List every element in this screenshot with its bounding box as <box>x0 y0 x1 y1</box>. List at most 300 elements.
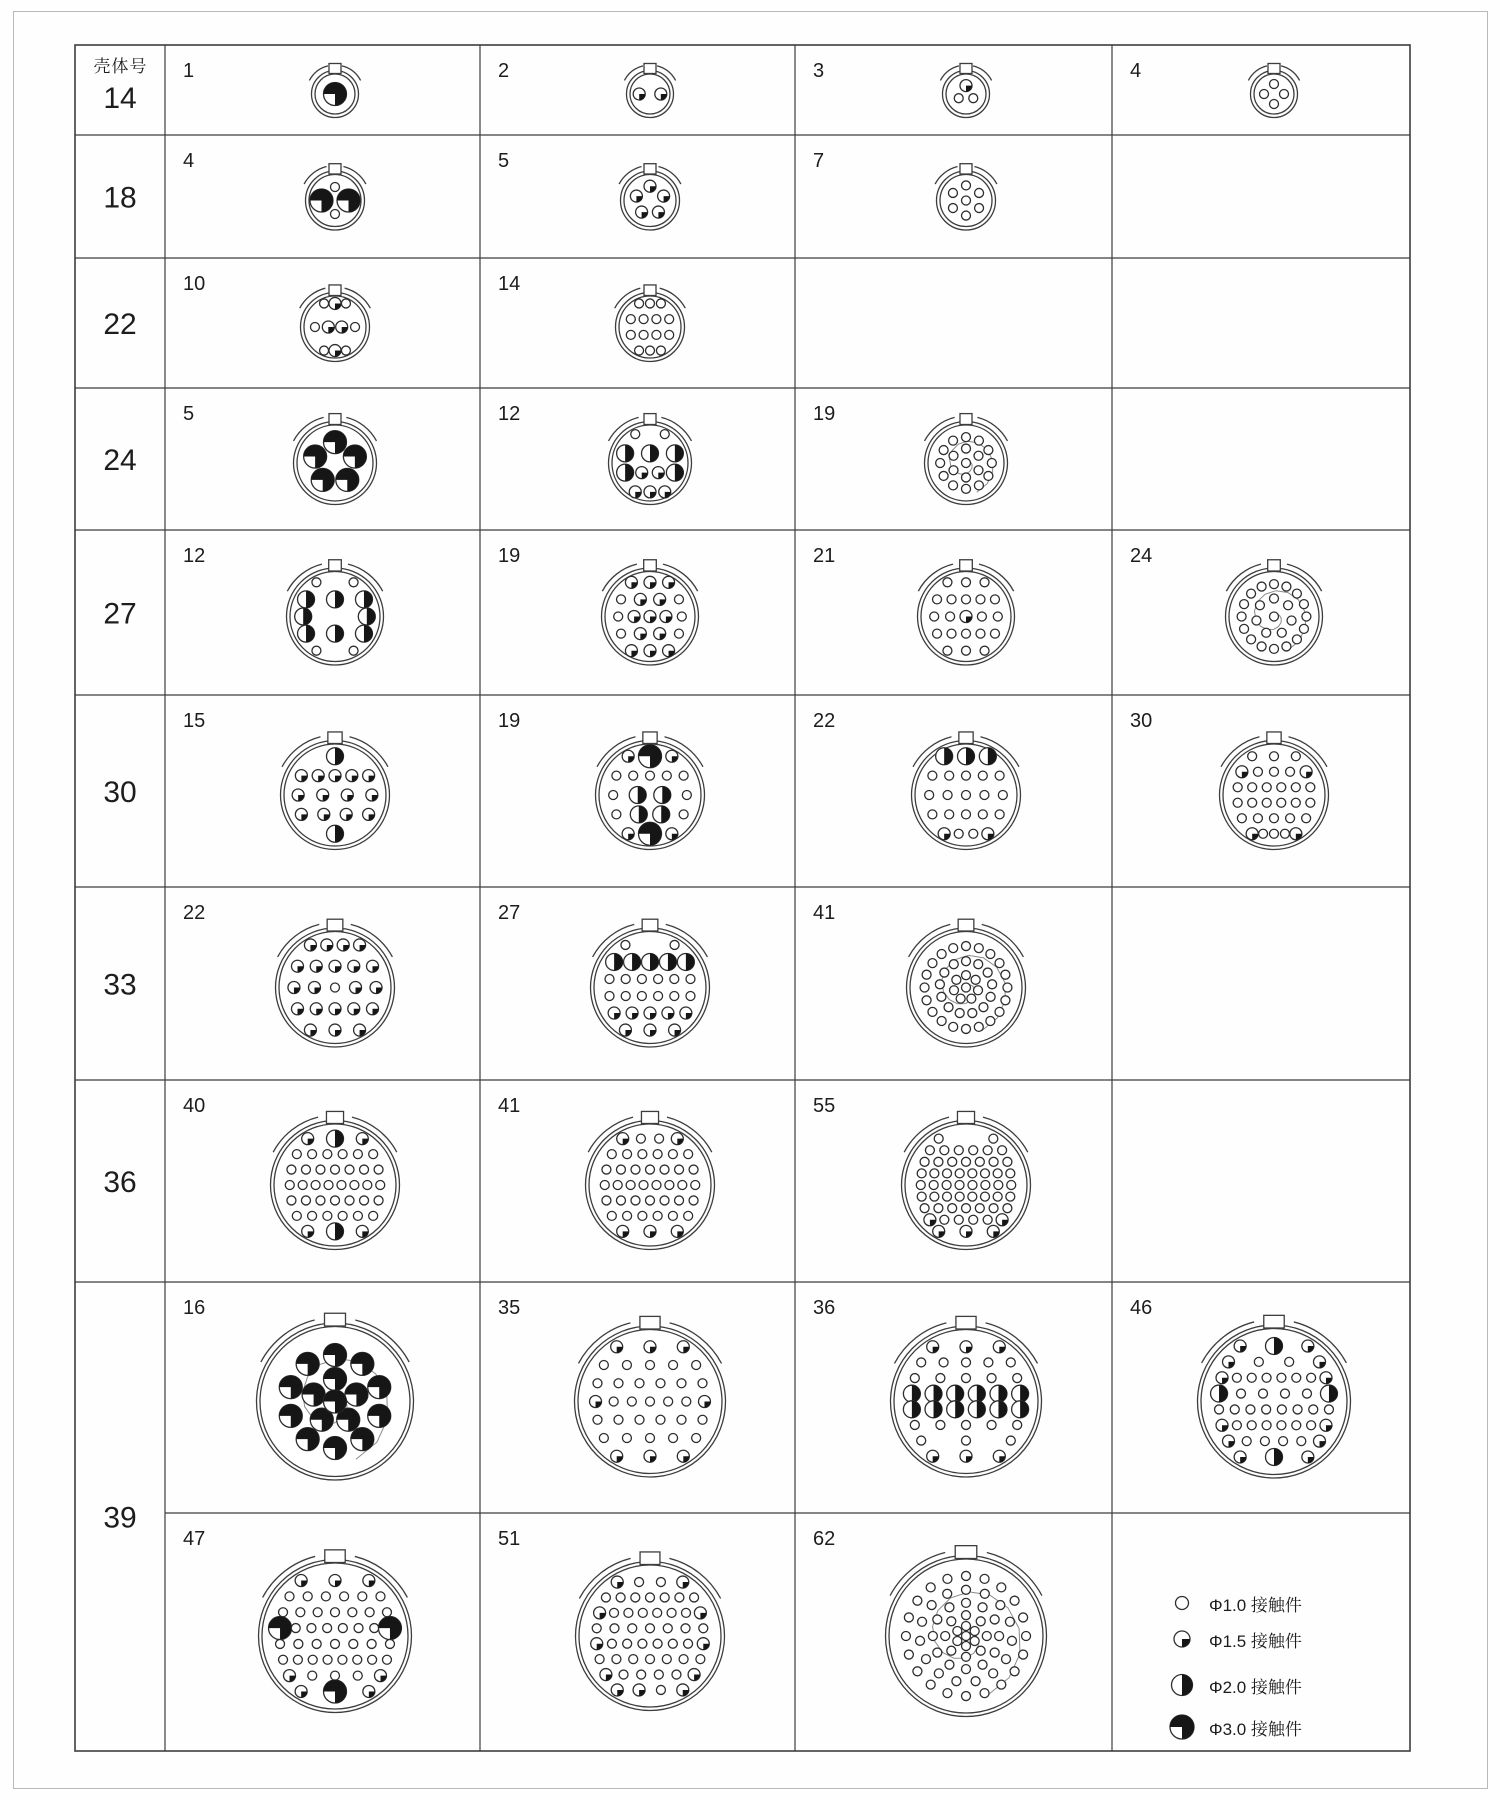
contact-pin <box>369 1211 378 1220</box>
shell-size-label: 30 <box>103 776 137 809</box>
contact-pin <box>987 459 996 468</box>
contact-pin <box>646 1165 655 1174</box>
legend-item-label: Φ2.0 接触件 <box>1209 1677 1302 1697</box>
contact-pin <box>976 629 985 638</box>
contact-pin <box>980 1169 989 1178</box>
contact-pin <box>678 1181 687 1190</box>
contact-pin <box>689 1165 698 1174</box>
contact-count-label: 7 <box>813 150 825 172</box>
contact-pin <box>329 345 341 357</box>
contact-count-label: 15 <box>183 710 206 732</box>
contact-pin <box>680 1007 692 1019</box>
contact-pin <box>996 1214 1008 1226</box>
contact-pin <box>293 1655 302 1664</box>
contact-pin <box>658 190 670 202</box>
contact-pin <box>360 1196 369 1205</box>
contact-pin <box>948 204 957 213</box>
contact-pin <box>1246 1405 1255 1414</box>
contact-pin <box>301 1165 310 1174</box>
contact-pin <box>962 791 971 800</box>
contact-pin <box>984 1358 993 1367</box>
contact-pin <box>635 1415 644 1424</box>
contact-pin <box>303 1592 312 1601</box>
contact-pin <box>691 1181 700 1190</box>
contact-pin <box>960 1225 972 1237</box>
contact-pin <box>1019 1613 1028 1622</box>
contact-pin <box>644 1450 656 1462</box>
contact-pin <box>943 1574 952 1583</box>
contact-pin <box>662 1007 674 1019</box>
contact-pin <box>593 1379 602 1388</box>
legend-item <box>1165 1710 1395 1744</box>
contact-pin <box>353 1671 362 1680</box>
keyway-tab <box>1268 560 1281 571</box>
contact-pin <box>1232 1421 1241 1430</box>
contact-pin <box>600 1669 612 1681</box>
contact-pin <box>926 1583 935 1592</box>
contact-pin <box>974 960 983 969</box>
contact-pin <box>351 323 360 332</box>
contact-pin <box>591 1638 603 1650</box>
contact-pin <box>1233 798 1242 807</box>
contact-count-label: 1 <box>183 60 195 82</box>
contact-pin <box>654 1670 663 1679</box>
contact-pin <box>962 646 971 655</box>
connector-face <box>287 560 384 665</box>
contact-pin <box>1223 1356 1235 1368</box>
contact-pin <box>976 1646 985 1655</box>
contact-pin <box>962 433 971 442</box>
contact-count-label: 3 <box>813 60 825 82</box>
keyway-tab <box>644 164 656 174</box>
contact-pin <box>329 1003 341 1015</box>
contact-pin <box>1266 1338 1283 1355</box>
keyway-tab <box>960 64 972 74</box>
contact-pin <box>679 1655 688 1664</box>
contact-pin <box>660 611 672 623</box>
contact-pin <box>667 1608 676 1617</box>
contact-pin <box>324 1437 347 1460</box>
contact-pin <box>644 1024 656 1036</box>
contact-pin <box>945 810 954 819</box>
contact-pin <box>636 206 648 218</box>
connector-face <box>619 164 681 230</box>
contact-pin <box>324 1181 333 1190</box>
contact-pin <box>288 982 300 994</box>
contact-phi15-icon <box>1165 1622 1199 1656</box>
shell-size-label: 24 <box>103 444 137 477</box>
contact-pin <box>982 1632 991 1641</box>
shell-size-label: 36 <box>103 1166 137 1199</box>
contact-pin <box>349 1639 358 1648</box>
shell-size-label: 18 <box>103 181 137 215</box>
contact-pin <box>304 939 316 951</box>
contact-pin <box>374 1670 386 1682</box>
contact-pin <box>1280 90 1289 99</box>
contact-pin <box>920 983 929 992</box>
contact-pin <box>646 1655 655 1664</box>
contact-pin <box>298 625 315 642</box>
contact-pin <box>698 1415 707 1424</box>
contact-pin <box>1277 1373 1286 1382</box>
contact-pin <box>948 1157 957 1166</box>
contact-pin <box>925 1146 934 1155</box>
contact-pin <box>302 1225 314 1237</box>
contact-pin <box>623 1639 632 1648</box>
contact-pin <box>674 629 683 638</box>
contact-pin <box>975 204 984 213</box>
contact-count-label: 19 <box>813 403 836 425</box>
contact-pin <box>663 1624 672 1633</box>
contact-pin <box>929 1181 938 1190</box>
contact-pin <box>962 1621 971 1630</box>
contact-pin <box>655 1134 664 1143</box>
contact-pin <box>986 949 995 958</box>
contact-pin <box>654 974 663 983</box>
contact-count-label: 10 <box>183 273 206 295</box>
contact-pin <box>617 629 626 638</box>
contact-pin <box>677 953 694 970</box>
connector-face <box>891 1316 1042 1477</box>
contact-count-label: 12 <box>498 403 521 425</box>
contact-count-label: 62 <box>813 1528 836 1550</box>
contact-pin <box>990 1401 1007 1418</box>
connector-face <box>912 732 1021 850</box>
contact-pin <box>663 576 675 588</box>
contact-pin <box>978 1660 987 1669</box>
contact-pin <box>1277 798 1286 807</box>
contact-pin <box>969 829 978 838</box>
contact-pin <box>367 960 379 972</box>
contact-pin <box>943 791 952 800</box>
contact-pin <box>969 94 978 103</box>
contact-pin <box>1216 1419 1228 1431</box>
contact-pin <box>938 828 950 840</box>
contact-pin <box>990 1615 999 1624</box>
contact-pin <box>331 1671 340 1680</box>
contact-pin <box>321 1592 330 1601</box>
contact-pin <box>382 1608 391 1617</box>
contact-pin <box>949 451 958 460</box>
contact-pin <box>374 1165 383 1174</box>
contact-pin <box>947 1385 964 1402</box>
contact-pin <box>962 1420 971 1429</box>
contact-pin <box>962 1204 971 1213</box>
contact-pin <box>942 1181 951 1190</box>
contact-pin <box>688 1669 700 1681</box>
contact-pin <box>962 1692 971 1701</box>
contact-pin <box>624 953 641 970</box>
contact-pin <box>599 1361 608 1370</box>
contact-pin <box>954 1146 963 1155</box>
contact-pin <box>1223 1435 1235 1447</box>
contact-pin <box>979 748 996 765</box>
legend-item <box>1165 1668 1395 1702</box>
contact-pin <box>917 1192 926 1201</box>
contact-pin <box>646 1397 655 1406</box>
contact-pin <box>633 1684 645 1696</box>
contact-pin <box>365 1608 374 1617</box>
contact-pin <box>920 1157 929 1166</box>
contact-pin <box>341 789 353 801</box>
contact-pin <box>646 1433 655 1442</box>
contact-pin <box>936 1420 945 1429</box>
keyway-tab <box>960 560 973 571</box>
contact-pin <box>1001 996 1010 1005</box>
contact-pin <box>956 994 965 1003</box>
keyway-tab <box>1264 1315 1284 1328</box>
contact-pin <box>345 1383 368 1406</box>
contact-pin <box>666 464 683 481</box>
contact-pin <box>610 1624 619 1633</box>
contact-pin <box>276 1639 285 1648</box>
keyway-tab <box>960 164 972 174</box>
shell-size-label: 22 <box>103 308 137 341</box>
contact-pin <box>665 330 674 339</box>
contact-pin <box>1279 1437 1288 1446</box>
contact-pin <box>1216 1372 1228 1384</box>
contact-pin <box>653 1608 662 1617</box>
keyway-tab <box>958 919 974 931</box>
contact-count-label: 19 <box>498 710 521 732</box>
contact-pin <box>1291 752 1300 761</box>
contact-pin <box>926 1680 935 1689</box>
contact-pin <box>630 190 642 202</box>
connector-face <box>615 285 686 362</box>
contact-pin <box>949 436 958 445</box>
contact-pin <box>677 1450 689 1462</box>
contact-pin <box>1019 1650 1028 1659</box>
contact-pin <box>1022 1632 1031 1641</box>
contact-pin <box>937 992 946 1001</box>
contact-pin <box>668 1639 677 1648</box>
contact-pin <box>986 1017 995 1026</box>
contact-pin <box>1012 1401 1029 1418</box>
contact-pin <box>940 968 949 977</box>
contact-pin <box>324 431 347 454</box>
contact-pin <box>610 1608 619 1617</box>
connector-face <box>918 560 1015 665</box>
contact-pin <box>654 787 671 804</box>
keyway-tab <box>959 732 973 744</box>
contact-pin <box>989 1204 998 1213</box>
contact-pin <box>960 1450 972 1462</box>
contact-pin <box>936 1374 945 1383</box>
contact-pin <box>665 315 674 324</box>
contact-pin <box>962 1652 971 1661</box>
contact-count-label: 14 <box>498 273 521 295</box>
contact-pin <box>626 1181 635 1190</box>
contact-pin <box>917 1436 926 1445</box>
contact-pin <box>933 629 942 638</box>
contact-pin <box>1247 635 1256 644</box>
contact-pin <box>666 828 678 840</box>
contact-pin <box>949 481 958 490</box>
connector-face <box>624 64 675 118</box>
contact-pin <box>370 982 382 994</box>
contact-pin <box>960 1341 972 1353</box>
contact-pin <box>355 625 372 642</box>
contact-pin <box>607 1150 616 1159</box>
contact-pin <box>1230 1405 1239 1414</box>
contact-pin <box>947 629 956 638</box>
contact-pin <box>672 1670 681 1679</box>
contact-pin <box>952 1677 961 1686</box>
contact-pin <box>646 771 655 780</box>
contact-pin <box>269 1617 292 1640</box>
contact-pin <box>1306 798 1315 807</box>
contact-pin <box>962 810 971 819</box>
contact-count-label: 22 <box>813 710 836 732</box>
contact-pin <box>607 1211 616 1220</box>
contact-pin <box>353 1211 362 1220</box>
contact-pin <box>983 1215 992 1224</box>
contact-pin <box>955 1181 964 1190</box>
contact-pin <box>327 1223 344 1240</box>
contact-pin <box>947 1617 956 1626</box>
contact-count-label: 41 <box>498 1095 521 1117</box>
contact-pin <box>331 983 340 992</box>
contact-pin <box>993 1450 1005 1462</box>
contact-pin <box>1253 767 1262 776</box>
contact-pin <box>622 828 634 840</box>
contact-pin <box>611 1576 623 1588</box>
connector-face <box>575 1316 726 1477</box>
connector-face <box>304 164 366 230</box>
contact-pin <box>644 180 656 192</box>
contact-pin <box>1307 1373 1316 1382</box>
contact-pin <box>917 1358 926 1367</box>
contact-pin <box>646 1196 655 1205</box>
keyway-tab <box>329 64 341 74</box>
contact-pin <box>921 1655 930 1664</box>
contact-pin <box>981 1181 990 1190</box>
contact-pin <box>350 1181 359 1190</box>
contact-pin <box>660 1165 669 1174</box>
contact-pin <box>934 1134 943 1143</box>
contact-pin <box>666 445 683 462</box>
keyway-tab <box>325 1550 345 1563</box>
contact-pin <box>943 1589 952 1598</box>
contact-pin <box>626 1007 638 1019</box>
contact-pin <box>614 1415 623 1424</box>
contact-phi10-icon <box>1165 1586 1199 1620</box>
contact-pin <box>668 1211 677 1220</box>
contact-pin <box>1012 1385 1029 1402</box>
contact-pin <box>962 1374 971 1383</box>
contact-pin <box>354 1024 366 1036</box>
contact-pin <box>987 1225 999 1237</box>
contact-pin <box>674 595 683 604</box>
contact-pin <box>984 446 993 455</box>
keyway-tab <box>957 1111 974 1123</box>
contact-pin <box>962 983 971 992</box>
contact-count-label: 16 <box>183 1297 206 1319</box>
contact-pin <box>320 299 329 308</box>
contact-pin <box>337 939 349 951</box>
contact-pin <box>662 1655 671 1664</box>
contact-pin <box>327 825 344 842</box>
contact-pin <box>922 996 931 1005</box>
contact-pin <box>962 444 971 453</box>
contact-pin <box>646 1593 655 1602</box>
keyway-tab <box>955 1546 977 1559</box>
contact-pin <box>351 1428 374 1451</box>
contact-pin <box>962 957 971 966</box>
contact-pin <box>962 1157 971 1166</box>
connector-face <box>940 64 991 118</box>
contact-pin <box>998 1146 1007 1155</box>
contact-pin <box>1302 1389 1311 1398</box>
contact-pin <box>636 467 648 479</box>
contact-pin <box>279 1404 302 1427</box>
contact-pin <box>601 1593 610 1602</box>
contact-pin <box>948 1204 957 1213</box>
contact-pin <box>1277 1421 1286 1430</box>
contact-pin <box>913 1596 922 1605</box>
contact-count-label: 5 <box>183 403 195 425</box>
contact-pin <box>916 1636 925 1645</box>
contact-pin <box>631 430 640 439</box>
contact-pin <box>279 1376 302 1399</box>
contact-pin <box>376 1181 385 1190</box>
contact-pin <box>980 578 989 587</box>
contact-pin <box>1211 1385 1228 1402</box>
contact-pin <box>943 1192 952 1201</box>
contact-pin <box>311 1181 320 1190</box>
contact-pin <box>934 1157 943 1166</box>
contact-pin <box>990 629 999 638</box>
contact-pin <box>367 1639 376 1648</box>
contact-pin <box>1262 1421 1271 1430</box>
contact-pin <box>614 612 623 621</box>
contact-pin <box>307 1624 316 1633</box>
contact-pin <box>936 748 953 765</box>
shell-size-header: 壳体号 <box>93 57 148 76</box>
contact-pin <box>324 83 347 106</box>
contact-pin <box>995 771 1004 780</box>
connector-face <box>609 414 692 505</box>
contact-pin <box>370 1624 379 1633</box>
contact-pin <box>1010 1667 1019 1676</box>
contact-pin <box>1237 814 1246 823</box>
contact-pin <box>382 1655 391 1664</box>
contact-pin <box>627 1397 636 1406</box>
contact-pin <box>1246 828 1258 840</box>
contact-pin <box>629 771 638 780</box>
contact-pin <box>954 94 963 103</box>
connector-face <box>276 919 395 1047</box>
contact-pin <box>638 1211 647 1220</box>
contact-pin <box>945 1660 954 1669</box>
contact-pin <box>660 1593 669 1602</box>
contact-pin <box>1006 1436 1015 1445</box>
contact-count-label: 27 <box>498 902 521 924</box>
contact-pin <box>605 974 614 983</box>
keyway-tab <box>327 919 343 931</box>
contact-pin <box>933 1615 942 1624</box>
contact-pin <box>358 1592 367 1601</box>
contact-pin <box>1282 642 1291 651</box>
contact-pin <box>622 750 634 762</box>
contact-pin <box>602 1196 611 1205</box>
contact-pin <box>953 1637 962 1646</box>
contact-pin <box>642 445 659 462</box>
contact-pin <box>1013 1374 1022 1383</box>
contact-pin <box>987 1420 996 1429</box>
contact-pin <box>637 992 646 1001</box>
contact-pin <box>663 645 675 657</box>
